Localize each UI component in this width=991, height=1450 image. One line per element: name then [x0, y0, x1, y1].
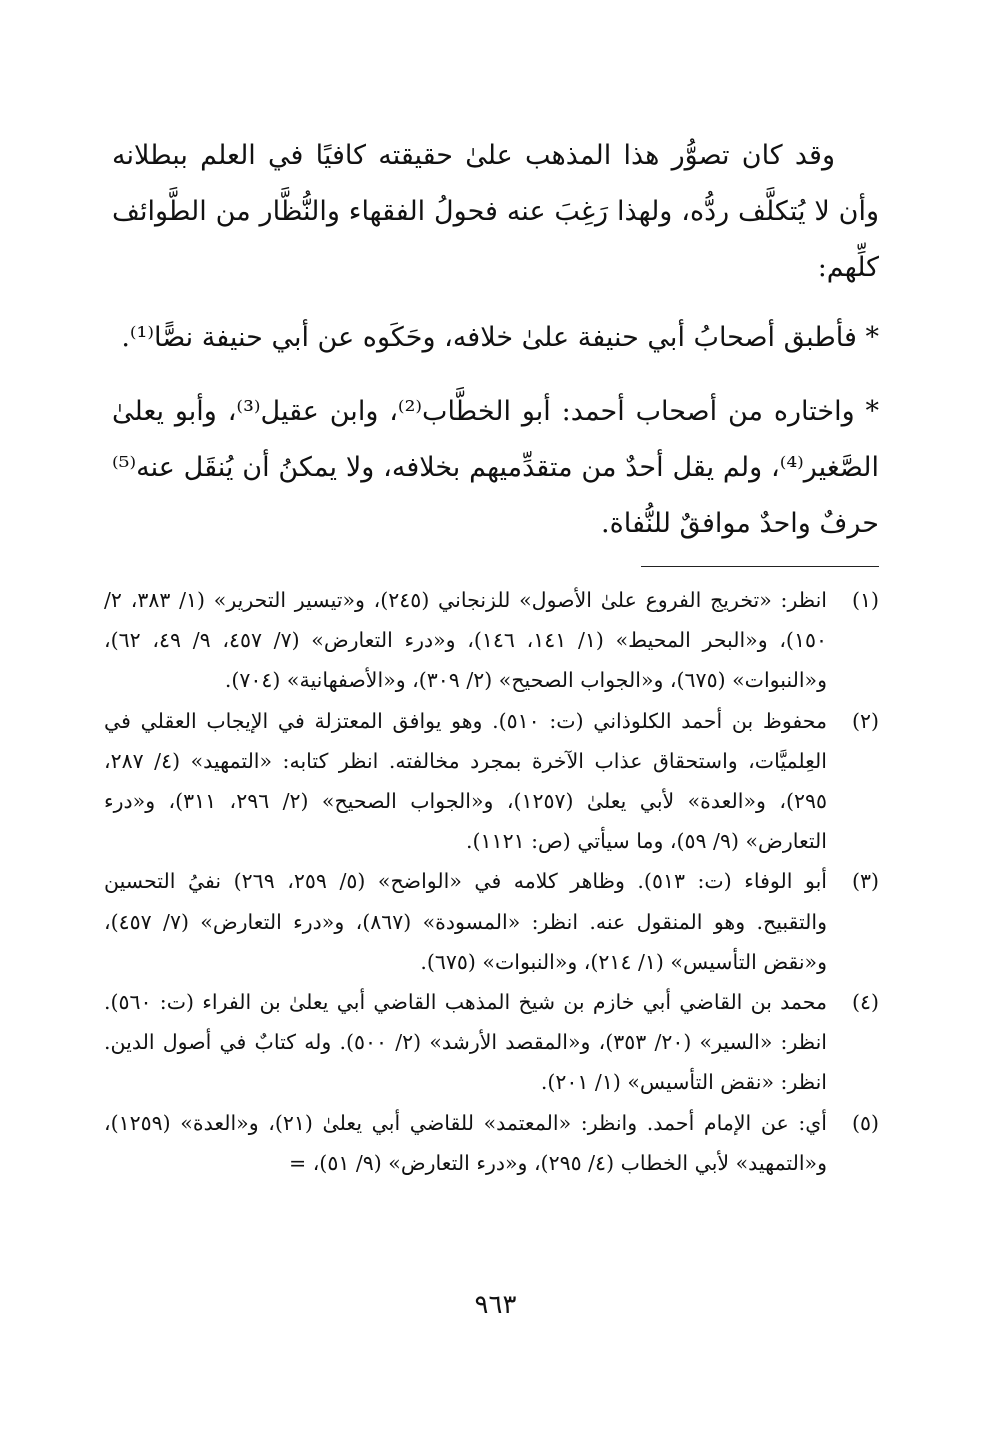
footnote-4 — [104, 982, 879, 1103]
footnote-text: أي: عن الإمام أحمد. وانظر: «المعتمد» للقاضي أبي يعلىٰ (٢١)، و«العدة» (١٢٥٩)، و«التمهيد» لأبي الخطاب (٤/ ٢٩٥)، و«درء التعارض» (٩/ ٥١)، = — [104, 1110, 827, 1175]
footnote-number: (٢) — [851, 708, 879, 733]
footnote-number: (٣) — [851, 869, 879, 894]
footnote-number: (٥) — [851, 1110, 879, 1135]
footnotes — [104, 580, 879, 1183]
paragraph-hanbali: * واختاره من أصحاب أحمد: أبو الخطَّاب⁽²⁾، وابن عقيل⁽³⁾، وأبو يعلىٰ الصَّغير⁽⁴⁾، ولم يقل أحدٌ من متقدِّميهم بخلافه، ولا يمكنُ أن يُنقَل عنه⁽⁵⁾ حرفٌ واحدٌ موافقٌ للنُّفاة. — [112, 396, 880, 539]
paragraph-hanafi: * فأطبق أصحابُ أبي حنيفة علىٰ خلافه، وحَكَوه عن أبي حنيفة نصًّا⁽¹⁾. — [121, 322, 879, 353]
footnote-text: أبو الوفاء (ت: ٥١٣). وظاهر كلامه في «الواضح» (٥/ ٢٥٩، ٢٦٩) نفيُ التحسين والتقبيح. وهو المنقول عنه. انظر: «المسودة» (٨٦٧)، و«درء التعارض» (٧/ ٤٥٧)، و«نقض التأسيس» (١/ ٢١٤)، و«النبوات» (٦٧٥). — [104, 869, 827, 974]
footnote-text: محمد بن القاضي أبي خازم بن شيخ المذهب القاضي أبي يعلىٰ بن الفراء (ت: ٥٦٠). انظر: «السير» (٢٠/ ٣٥٣)، و«المقصد الأرشد» (٢/ ٥٠٠). وله كتابٌ في أصول الدين. انظر: «نقض التأسيس» (١/ ٢٠١). — [104, 990, 827, 1095]
footnote-text: انظر: «تخريج الفروع علىٰ الأصول» للزنجاني (٢٤٥)، و«تيسير التحرير» (١/ ٣٨٣، ٢/ ١٥٠)، و«البحر المحيط» (١/ ١٤١، ١٤٦)، و«درء التعارض» (٧/ ٤٥٧، ٩/ ٤٩، ٦٢)، و«النبوات» (٦٧٥)، و«الجواب الصحيح» (٢/ ٣٠٩)، و«الأصفهانية» (٧٠٤). — [104, 588, 827, 693]
page-number: ٩٦٣ — [474, 1290, 517, 1320]
footnote-2 — [104, 701, 879, 862]
footnote-text: محفوظ بن أحمد الكلوذاني (ت: ٥١٠). وهو يوافق المعتزلة في الإيجاب العقلي في العِلميَّات، واستحقاق عذاب الآخرة بمجرد مخالفته. انظر كتابه: «التمهيد» (٤/ ٢٨٧، ٢٩٥)، و«العدة» لأبي يعلىٰ (١٢٥٧)، و«الجواب الصحيح» (٢/ ٢٩٦، ٣١١)، و«درء التعارض» (٩/ ٥٩)، وما سيأتي (ص: ١١٢١). — [104, 708, 827, 854]
main-text — [112, 128, 879, 570]
footnote-1 — [104, 580, 879, 701]
footnote-separator — [641, 566, 879, 567]
footnote-5 — [104, 1103, 879, 1183]
footnote-3 — [104, 861, 879, 982]
paragraph-intro: وقد كان تصوُّر هذا المذهب علىٰ حقيقته كافيًا في العلم ببطلانه وأن لا يُتكلَّف ردُّه، ولهذا رَغِبَ عنه فحولُ الفقهاء والنُّظَّار من الطَّوائف كلِّهم: — [112, 140, 879, 283]
footnote-number: (١) — [851, 588, 879, 612]
footnote-number: (٤) — [851, 990, 879, 1015]
